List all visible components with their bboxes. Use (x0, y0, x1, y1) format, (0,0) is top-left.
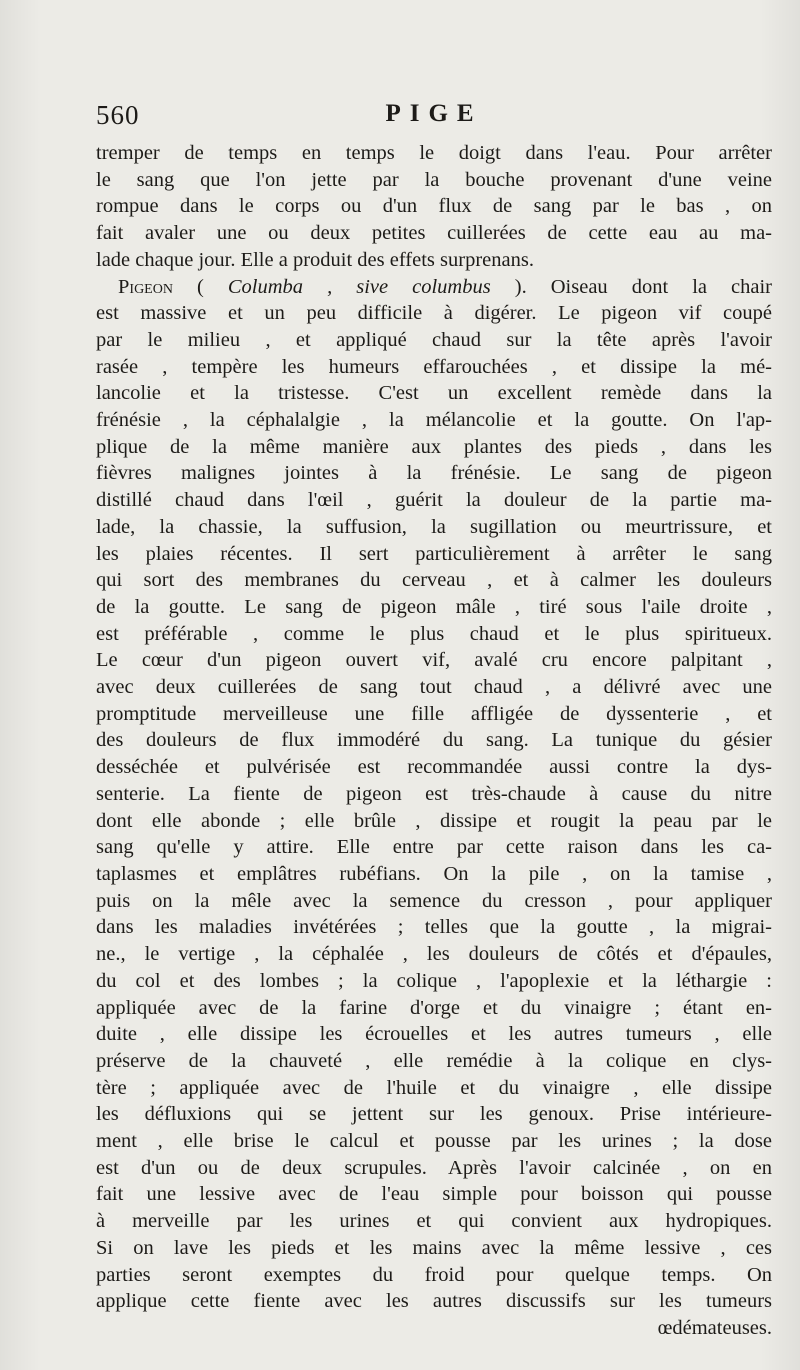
text-line: lancolie et la tristesse. C'est un excellent remède dans la (96, 382, 772, 405)
text-line: le sang que l'on jette par la bouche provenant d'une veine (96, 168, 772, 191)
page-number: 560 (96, 100, 140, 130)
text-line: lade, la chassie, la suffusion, la sugillation ou meurtrissure, et (96, 515, 772, 538)
text-line: à merveille par les urines et qui convient aux hydropiques. (96, 1210, 772, 1233)
text-line: fait une lessive avec de l'eau simple pour boisson qui pousse (96, 1183, 772, 1206)
text-line: fait avaler une ou deux petites cuillerées de cette eau au ma- (96, 222, 772, 245)
headword: Pigeon (118, 275, 173, 298)
text-line: fièvres malignes jointes à la frénésie. Le sang de pigeon (96, 462, 772, 485)
text-line: Si on lave les pieds et les mains avec la même lessive , ces (96, 1236, 772, 1259)
first-line-text: Oiseau dont la chair (550, 275, 772, 298)
text-line: duite , elle dissipe les écrouelles et les autres tumeurs , elle (96, 1023, 772, 1046)
text-line: préserve de la chauveté , elle remédie à la colique en clys- (96, 1049, 772, 1072)
text-line: dans les maladies invétérées ; telles que la goutte , la migrai- (96, 916, 772, 939)
text-line: avec deux cuillerées de sang tout chaud , a délivré avec une (96, 676, 772, 699)
text-line: tremper de temps en temps le doigt dans l'eau. Pour arrêter (96, 142, 772, 164)
text-line: les défluxions qui se jettent sur les genoux. Prise intérieure- (96, 1103, 772, 1126)
text-line: promptitude merveilleuse une fille affligée de dyssenterie , et (96, 702, 772, 725)
text-line: les plaies récentes. Il sert particulièrement à arrêter le sang (96, 542, 772, 565)
text-line: des douleurs de flux immodéré du sang. La tunique du gésier (96, 729, 772, 752)
text-line: ment , elle brise le calcul et pousse par les urines ; la dose (96, 1130, 772, 1153)
paragraph-pigeon-entry (96, 274, 772, 1342)
text-line: sang qu'elle y attire. Elle entre par cette raison dans les ca- (96, 836, 772, 859)
text-line: senterie. La fiente de pigeon est très-chaude à cause du nitre (96, 782, 772, 805)
text-line: ne., le vertige , la céphalée , les douleurs de côtés et d'épaules, (96, 943, 772, 966)
text-line: par le milieu , et appliqué chaud sur la tête après l'avoir (96, 328, 772, 351)
entry-first-line: Pigeon ( Columba , sive columbus ). Oiseau dont la chair (118, 275, 772, 298)
text-line: est massive et un peu difficile à digérer. Le pigeon vif coupé (96, 302, 772, 325)
text-line: puis on la mêle avec la semence du cresson , pour appliquer (96, 889, 772, 912)
entry-lines (96, 300, 772, 1315)
text-line: dont elle abonde ; elle brûle , dissipe et rougit la peau par le (96, 809, 772, 832)
text-line: qui sort des membranes du cerveau , et à calmer les douleurs (96, 569, 772, 592)
text-line: desséchée et pulvérisée est recommandée aussi contre la dys- (96, 756, 772, 779)
text-line: rompue dans le corps ou d'un flux de sang par le bas , on (96, 195, 772, 218)
body-text (96, 140, 772, 1342)
text-line: lade chaque jour. Elle a produit des effets surprenans. (96, 248, 534, 271)
text-line: distillé chaud dans l'œil , guérit la douleur de la partie ma- (96, 489, 772, 512)
text-line: tère ; appliquée avec de l'huile et du vinaigre , elle dissipe (96, 1076, 772, 1099)
text-line: applique cette fiente avec les autres discussifs sur les tumeurs (96, 1290, 772, 1313)
latin-name: Columba , sive columbus (227, 275, 491, 298)
text-line: de la goutte. Le sang de pigeon mâle , tiré sous l'aile droite , (96, 595, 772, 618)
text-line: rasée , tempère les humeurs effarouchées , et dissipe la mé- (96, 355, 772, 378)
text-line: plique de la même manière aux plantes des pieds , dans les (96, 435, 772, 458)
running-head: PIGE (385, 100, 483, 127)
text-line: appliquée avec de la farine d'orge et du vinaigre ; étant en- (96, 996, 772, 1019)
text-line: du col et des lombes ; la colique , l'apoplexie et la léthargie : (96, 969, 772, 992)
text-line: parties seront exemptes du froid pour quelque temps. On (96, 1263, 772, 1286)
text-line: taplasmes et emplâtres rubéfians. On la pile , on la tamise , (96, 862, 772, 885)
page-header (96, 100, 772, 140)
catchword-line: œdémateuses. (657, 1316, 772, 1339)
text-line: est préférable , comme le plus chaud et le plus spiritueux. (96, 622, 772, 645)
text-line: Le cœur d'un pigeon ouvert vif, avalé cru encore palpitant , (96, 649, 772, 672)
paragraph-intro (96, 140, 772, 274)
text-line: frénésie , la céphalalgie , la mélancolie et la goutte. On l'ap- (96, 409, 772, 432)
text-line: est d'un ou de deux scrupules. Après l'avoir calcinée , on en (96, 1156, 772, 1179)
